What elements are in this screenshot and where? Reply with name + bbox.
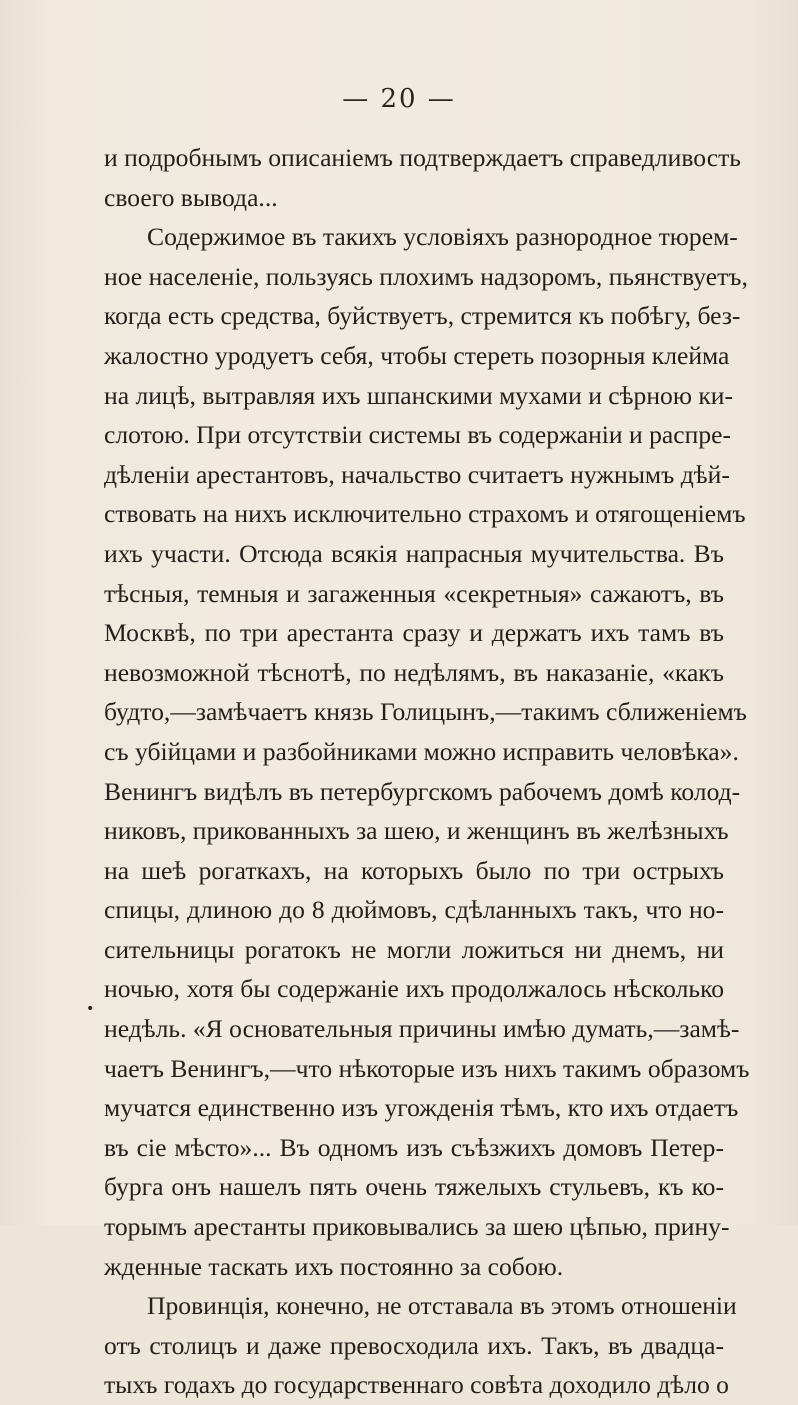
text-line: мучатся единственно изъ угожденiя тѣмъ, кто ихъ отдаетъ — [104, 1093, 739, 1123]
margin-mark: • — [86, 1001, 95, 1017]
text-line: бурга онъ нашелъ пять очень тяжелыхъ стульевъ, къ ко- — [104, 1172, 724, 1202]
text-line: ночью, хотя бы содержанiе ихъ продолжалось нѣсколько — [104, 974, 724, 1004]
body-text — [104, 138, 750, 1405]
text-line: сительницы рогатокъ не могли ложиться ни днемъ, ни — [104, 934, 724, 964]
text-line: съ убiйцами и разбойниками можно исправить человѣка». — [104, 736, 739, 766]
text-line: торымъ арестанты приковывались за шею цѣпью, прину- — [104, 1212, 730, 1242]
text-line: въ сiе мѣсто»... Въ одномъ изъ съѣзжихъ домовъ Петер- — [104, 1132, 724, 1162]
text-line: отъ столицъ и даже превосходила ихъ. Такъ, въ двадца- — [104, 1330, 724, 1360]
page-number: — 20 — — [342, 84, 456, 114]
text-line: ихъ участи. Отсюда всякiя напрасныя мучительства. Въ — [104, 538, 724, 568]
text-line: на лицѣ, вытравляя ихъ шпанскими мухами и сѣрною ки- — [104, 380, 734, 410]
text-line: никовъ, прикованныхъ за шею, и женщинъ въ желѣзныхъ — [104, 816, 729, 846]
text-line: недѣль. «Я основательныя причины имѣю думать,—замѣ- — [104, 1014, 740, 1044]
text-line: на шеѣ рогаткахъ, на которыхъ было по три острыхъ — [104, 855, 724, 885]
text-line: дѣленiи арестантовъ, начальство считаетъ нужнымъ дѣй- — [104, 459, 730, 489]
text-line: спицы, длиною до 8 дюймовъ, сдѣланныхъ такъ, что но- — [104, 895, 724, 925]
text-line: чаетъ Венингъ,—что нѣкоторые изъ нихъ такимъ образомъ — [104, 1053, 750, 1083]
text-line: слотою. При отсутствiи системы въ содержанiи и распре- — [104, 420, 731, 450]
text-line: ное населенiе, пользуясь плохимъ надзоромъ, пьянствуетъ, — [104, 261, 748, 291]
text-line: Провинцiя, конечно, не отставала въ этомъ отношенiи — [147, 1291, 737, 1321]
text-line: будто,—замѣчаетъ князь Голицынъ,—такимъ сближенiемъ — [104, 697, 747, 727]
text-line: жденные таскать ихъ постоянно за собою. — [104, 1251, 564, 1281]
text-line: и подробнымъ описанiемъ подтверждаетъ справедливость — [104, 143, 741, 172]
text-line: Москвѣ, по три арестанта сразу и держатъ ихъ тамъ въ — [104, 618, 724, 648]
text-line: когда есть средства, буйствуетъ, стремится къ побѣгу, без- — [104, 301, 741, 331]
text-line: Венингъ видѣлъ въ петербургскомъ рабочемъ домѣ колод- — [104, 776, 741, 806]
text-line: тыхъ годахъ до государственнаго совѣта доходило дѣло о — [104, 1370, 729, 1400]
text-line: своего вывода... — [104, 182, 278, 212]
text-line: жалостно уродуетъ себя, чтобы стереть позорныя клейма — [104, 340, 730, 370]
text-line: тѣсныя, темныя и загаженныя «секретныя» сажаютъ, въ — [104, 578, 724, 608]
text-line: ствовать на нихъ исключительно страхомъ и отягощенiемъ — [104, 499, 746, 529]
text-line: Содержимое въ такихъ условiяхъ разнородное тюрем- — [147, 222, 738, 252]
text-line: невозможной тѣснотѣ, по недѣлямъ, въ наказанiе, «какъ — [104, 657, 724, 687]
